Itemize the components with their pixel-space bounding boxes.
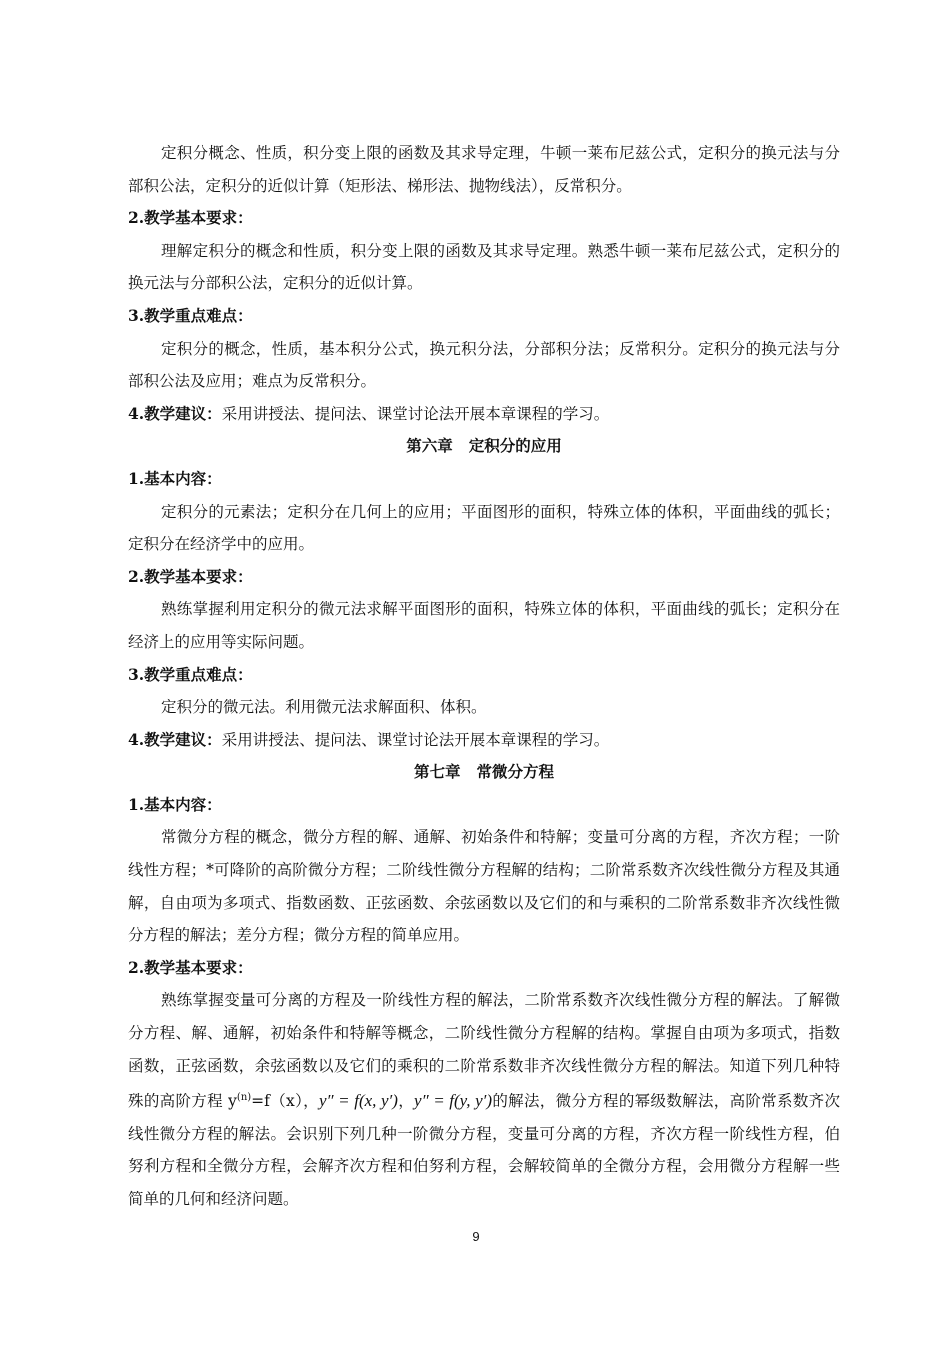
ch7-req-text-1: 熟练掌握变量可分离的方程及一阶线性方程的解法，二阶常系数齐次线性微分方程的解法。了解微分方程、解、通解，初始条件和特解等概念，二阶线性微分方程解的结构。掌握自由项为多项式，指数函数，正弦函数，余弦函数以及它们的乘积的二阶常系数非齐次线性微分方程的解法。知道下列几种特殊的高阶方程 y (128, 991, 840, 1111)
page-number: 9 (472, 1229, 480, 1244)
chapter-6-number: 第六章 (406, 436, 453, 456)
ch7-req-superscript: (n) (236, 1092, 252, 1104)
ch5-suggestion (128, 398, 840, 431)
ch6-suggestion-label: 4.教学建议： (128, 729, 222, 749)
ch5-content-paragraph: 定积分概念、性质，积分变上限的函数及其求导定理，牛顿一莱布尼兹公式，定积分的换元法与分部积公法，定积分的近似计算（矩形法、梯形法、抛物线法），反常积分。 (128, 144, 840, 195)
ch5-keypoints-heading: 3.教学重点难点： (128, 305, 253, 325)
ch7-requirements-heading: 2.教学基本要求： (128, 957, 253, 977)
ch5-suggestion-label: 4.教学建议： (128, 403, 222, 423)
page-content (128, 137, 840, 1216)
ch5-requirements-heading: 2.教学基本要求： (128, 208, 253, 228)
ch7-req-formula-1: y″ = f(x, y′) (318, 1091, 398, 1111)
chapter-7-name: 常微分方程 (476, 762, 555, 782)
ch6-keypoints-paragraph: 定积分的微元法。利用微元法求解面积、体积。 (161, 698, 487, 717)
ch5-suggestion-text: 采用讲授法、提问法、课堂讨论法开展本章课程的学习。 (221, 404, 610, 423)
chapter-7-title (128, 756, 840, 789)
ch7-content-paragraph: 常微分方程的概念，微分方程的解、通解、初始条件和特解；变量可分离的方程，齐次方程；一阶线性方程；*可降阶的高阶微分方程；二阶线性微分方程解的结构；二阶常系数齐次线性微分方程及其通解，自由项为多项式、指数函数、正弦函数、余弦函数以及它们的和与乘积的二阶常系数非齐次线性微分方程的解法；差分方程；微分方程的简单应用。 (128, 828, 840, 945)
ch7-req-text-3: 的解法，微分方程的幂级数解法，高阶常系数齐次线性微分方程的解法。会识别下列几种一阶微分方程，变量可分离的方程，齐次方程一阶线性方程，伯努利方程和全微分方程，会解齐次方程和伯努利方程，会解较简单的全微分方程，会用微分方程解一些简单的几何和经济问题。 (128, 1092, 840, 1208)
ch7-req-formula-2: y″ = f(y, y′) (414, 1091, 492, 1111)
ch6-requirements-heading: 2.教学基本要求： (128, 566, 253, 586)
ch6-keypoints-heading: 3.教学重点难点： (128, 664, 253, 684)
ch7-requirements-paragraph (128, 984, 840, 1215)
ch7-content-heading: 1.基本内容： (128, 794, 222, 814)
ch7-req-text-2: =f（x）， (251, 1092, 319, 1111)
ch5-requirements-paragraph: 理解定积分的概念和性质，积分变上限的函数及其求导定理。熟悉牛顿一莱布尼兹公式，定积分的换元法与分部积公法，定积分的近似计算。 (128, 241, 840, 293)
ch6-requirements-paragraph: 熟练掌握利用定积分的微元法求解平面图形的面积，特殊立体的体积，平面曲线的弧长；定积分在经济上的应用等实际问题。 (128, 600, 840, 651)
ch6-content-heading: 1.基本内容： (128, 468, 222, 488)
ch6-suggestion (128, 724, 840, 757)
chapter-6-title (128, 430, 840, 463)
ch6-content-paragraph: 定积分的元素法；定积分在几何上的应用；平面图形的面积，特殊立体的体积，平面曲线的弧长；定积分在经济学中的应用。 (128, 502, 840, 554)
ch7-req-separator: ， (397, 1092, 415, 1111)
ch5-keypoints-paragraph: 定积分的概念，性质，基本积分公式，换元积分法，分部积分法；反常积分。定积分的换元法与分部积公法及应用；难点为反常积分。 (128, 339, 840, 391)
ch6-suggestion-text: 采用讲授法、提问法、课堂讨论法开展本章课程的学习。 (221, 730, 610, 749)
chapter-7-number: 第七章 (413, 762, 461, 782)
chapter-6-name: 定积分的应用 (468, 436, 562, 456)
